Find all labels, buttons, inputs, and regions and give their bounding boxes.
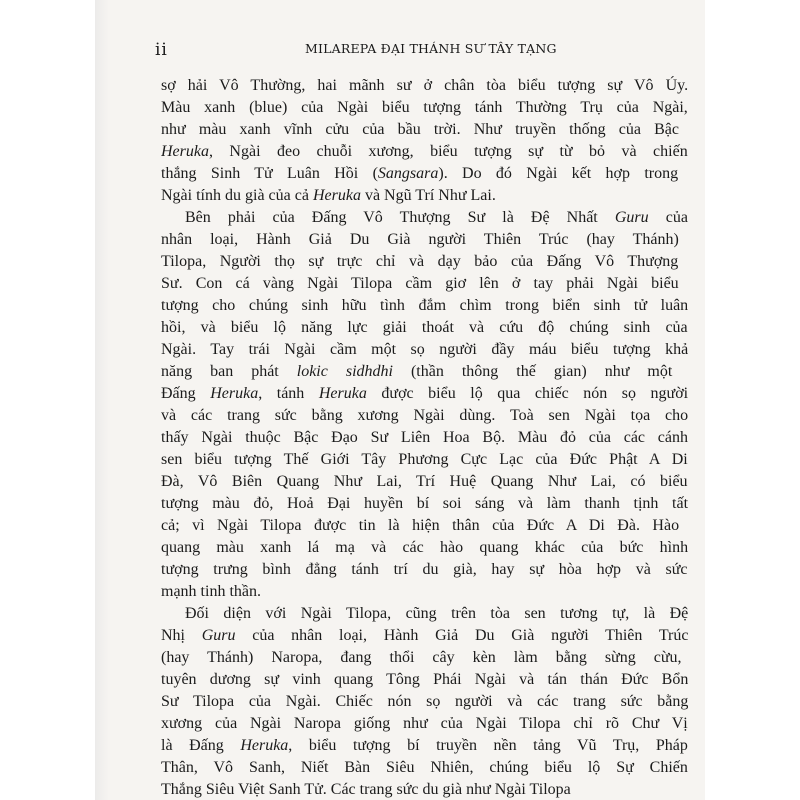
text-line <box>161 251 688 273</box>
text-run: Màu xanh (blue) của Ngài biểu tượng tánh Thường Trụ của Ngài, <box>161 99 688 116</box>
page-header <box>155 38 675 62</box>
text-line <box>161 405 688 427</box>
text-run: mạnh tinh thần. <box>161 583 261 600</box>
text-line <box>161 97 688 119</box>
text-line <box>161 449 688 471</box>
text-run: Thắng Siêu Việt Sanh Tử. Các trang sức du già như Ngài Tilopa <box>161 781 571 798</box>
italic-term: Heruka <box>240 737 289 754</box>
text-line <box>161 515 688 537</box>
text-line <box>161 427 688 449</box>
text-run: và các trang sức bằng xương Ngài dùng. Toà sen Ngài tọa cho <box>161 407 688 424</box>
text-run: và Ngũ Trí Như Lai. <box>360 187 496 204</box>
text-run: nhân loại, Hành Giả Du Già người Thiên Trúc (hay Thánh) <box>161 231 679 248</box>
text-run: Đối diện với Ngài Tilopa, cũng trên tòa sen tương tự, là Đệ <box>185 605 688 622</box>
italic-term: Heruka <box>312 187 361 204</box>
text-line <box>161 317 688 339</box>
text-run: xương của Ngài Naropa giống như của Ngài Tilopa chỉ rõ Chư Vị <box>161 715 688 732</box>
text-line <box>161 559 688 581</box>
text-run: là Đấng <box>161 737 241 754</box>
text-line <box>161 273 688 295</box>
text-line <box>161 229 688 251</box>
text-run: (hay Thánh) Naropa, đang thổi cây kèn làm bằng sừng cừu, <box>161 649 682 666</box>
text-line <box>161 779 688 800</box>
italic-term: lokic sidhdhi <box>296 363 393 380</box>
text-run: hồi, và biểu lộ năng lực giải thoát và cứu độ chúng sinh của <box>161 319 688 336</box>
text-run: (thần thông thế gian) như một <box>392 363 673 380</box>
text-line <box>161 493 688 515</box>
text-run: Thân, Vô Sanh, Niết Bàn Siêu Nhiên, chúng biểu lộ Sự Chiến <box>161 759 688 776</box>
text-run: sợ hải Vô Thường, hai mãnh sư ở chân tòa biểu tượng sự Vô Úy. <box>161 77 688 94</box>
text-line <box>161 207 688 229</box>
text-run: Sư Tilopa của Ngài. Chiếc nón sọ người và các trang sức bằng <box>161 693 688 710</box>
body-text <box>161 75 688 800</box>
text-run: tượng trưng bình đẳng tánh trí du già, hay sự hòa hợp và sức <box>161 561 688 578</box>
text-line <box>161 669 688 691</box>
text-line <box>161 119 688 141</box>
italic-term: Heruka <box>318 385 367 402</box>
text-line <box>161 383 688 405</box>
text-line <box>161 713 688 735</box>
text-run: , biểu tượng bí truyền nền tảng Vũ Trụ, Pháp <box>288 737 688 754</box>
text-run: được biểu lộ qua chiếc nón sọ người <box>366 385 688 402</box>
text-run: Nhị <box>161 627 202 644</box>
text-line <box>161 603 688 625</box>
page-number: ii <box>155 40 168 60</box>
text-run: quang màu xanh lá mạ và các hào quang khác của bức hình <box>161 539 688 556</box>
text-line <box>161 757 688 779</box>
text-run: Tilopa, Người thọ sự trực chỉ và dạy bảo của Đấng Vô Thượng <box>161 253 679 270</box>
text-run: Đà, Vô Biên Quang Như Lai, Trí Huệ Quang Như Lai, có biểu <box>161 473 688 490</box>
text-line <box>161 75 688 97</box>
text-line <box>161 537 688 559</box>
text-run: , Ngài đeo chuỗi xương, biểu tượng sự từ bỏ và chiến <box>208 143 688 160</box>
text-run: Bên phải của Đấng Vô Thượng Sư là Đệ Nhất <box>185 209 615 226</box>
text-line <box>161 163 688 185</box>
text-line <box>161 691 688 713</box>
page-gutter-shadow <box>95 0 109 800</box>
text-run: của <box>648 209 688 226</box>
italic-term: Heruka <box>210 385 259 402</box>
text-run: cả; vì Ngài Tilopa được tin là hiện thân của Đức A Di Đà. Hào <box>161 517 680 534</box>
text-run: Ngài tính du già của cả <box>161 187 313 204</box>
text-run: năng ban phát <box>161 363 297 380</box>
italic-term: Guru <box>614 209 649 226</box>
text-run: Ngài. Tay trái Ngài cầm một sọ người đầy máu biểu tượng khả <box>161 341 688 358</box>
book-page <box>95 0 705 800</box>
text-line <box>161 581 688 603</box>
text-line <box>161 295 688 317</box>
running-title: MILAREPA ĐẠI THÁNH SƯ TÂY TẠNG <box>305 41 557 56</box>
text-run: Sư. Con cá vàng Ngài Tilopa cầm giơ lên ở tay phải Ngài biểu <box>161 275 679 292</box>
text-line <box>161 625 688 647</box>
text-line <box>161 471 688 493</box>
text-run: sen biểu tượng Thế Giới Tây Phương Cực Lạc của Đức Phật A Di <box>161 451 688 468</box>
italic-term: Sangsara <box>377 165 439 182</box>
italic-term: Guru <box>201 627 236 644</box>
text-line <box>161 185 688 207</box>
text-run: tượng màu đỏ, Hoả Đại huyền bí soi sáng và làm thanh tịnh tất <box>161 495 688 512</box>
italic-term: Heruka <box>161 143 209 160</box>
text-run: tuyên dương sự vinh quang Tông Phái Ngài và tán thán Đức Bổn <box>161 671 688 688</box>
text-run: , tánh <box>258 385 319 402</box>
text-line <box>161 361 688 383</box>
text-line <box>161 647 688 669</box>
text-line <box>161 339 688 361</box>
text-run: Đấng <box>161 385 211 402</box>
text-run: như màu xanh vĩnh cửu của bầu trời. Như truyền thống của Bậc <box>161 121 679 138</box>
text-run: của nhân loại, Hành Giả Du Già người Thiên Trúc <box>235 627 688 644</box>
text-run: ). Do đó Ngài kết hợp trong <box>438 165 679 182</box>
text-line <box>161 735 688 757</box>
text-run: tượng cho chúng sinh hữu tình đắm chìm trong biển sinh tử luân <box>161 297 688 314</box>
text-line <box>161 141 688 163</box>
text-run: thấy Ngài thuộc Bậc Đạo Sư Liên Hoa Bộ. Màu đỏ của các cánh <box>161 429 688 446</box>
text-run: thắng Sinh Tử Luân Hồi ( <box>161 165 378 182</box>
